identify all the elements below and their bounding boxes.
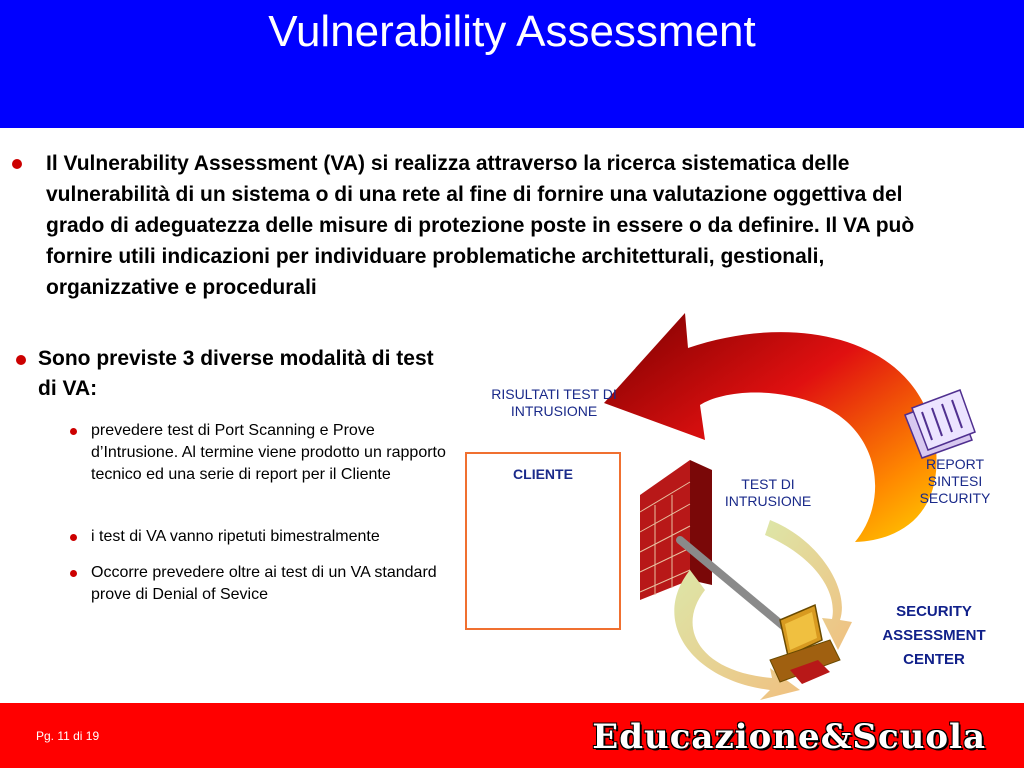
label-report-sintesi: REPORT SINTESI SECURITY: [919, 456, 991, 506]
sub-bullet-dot: [70, 570, 77, 577]
firewall-icon: [640, 460, 712, 600]
bullet-dot: [16, 355, 26, 365]
computer-icon: [770, 605, 840, 684]
sub-bullet-dot: [70, 428, 77, 435]
sub-bullet-dot: [70, 534, 77, 541]
page-number: Pg. 11 di 19: [36, 729, 100, 743]
footer-bar: [0, 703, 1024, 768]
bullet-test-modes: Sono previste 3 diverse modalità di test di VA:: [38, 347, 434, 400]
label-cliente: CLIENTE: [513, 466, 573, 482]
label-test-intrusione: TEST DI INTRUSIONE: [724, 476, 812, 509]
bullet-va-definition: Il Vulnerability Assessment (VA) si realizza attraverso la ricerca sistematica delle vulnerabilità di un sistema o di una rete al fine di fornire una valutazione oggettiva del grado di adeguatezza delle misure di protezione poste in essere o da definire. Il VA può fornire utili indicazioni per individuare problematiche architetturali, gestionali, organizzative e procedurali: [46, 152, 915, 299]
sub-bullet-1: prevedere test di Port Scanning e Prove d’Intrusione. Al termine viene prodotto un rapporto tecnico ed una serie di report per il Cliente: [91, 422, 446, 483]
sub-bullet-3: Occorre prevedere oltre ai test di un VA standard prove di Denial of Sevice: [91, 564, 437, 603]
label-security-assessment-center: SECURITY ASSESSMENT CENTER: [882, 603, 986, 668]
brand-logo: Educazione&Scuola: [592, 717, 986, 757]
sub-bullet-2: i test di VA vanno ripetuti bimestralmente: [91, 528, 380, 545]
bullet-dot: [12, 159, 22, 169]
slide-title: Vulnerability Assessment: [268, 7, 756, 56]
label-risultati-test: RISULTATI TEST DI INTRUSIONE: [491, 386, 617, 419]
cliente-box: [465, 452, 621, 630]
